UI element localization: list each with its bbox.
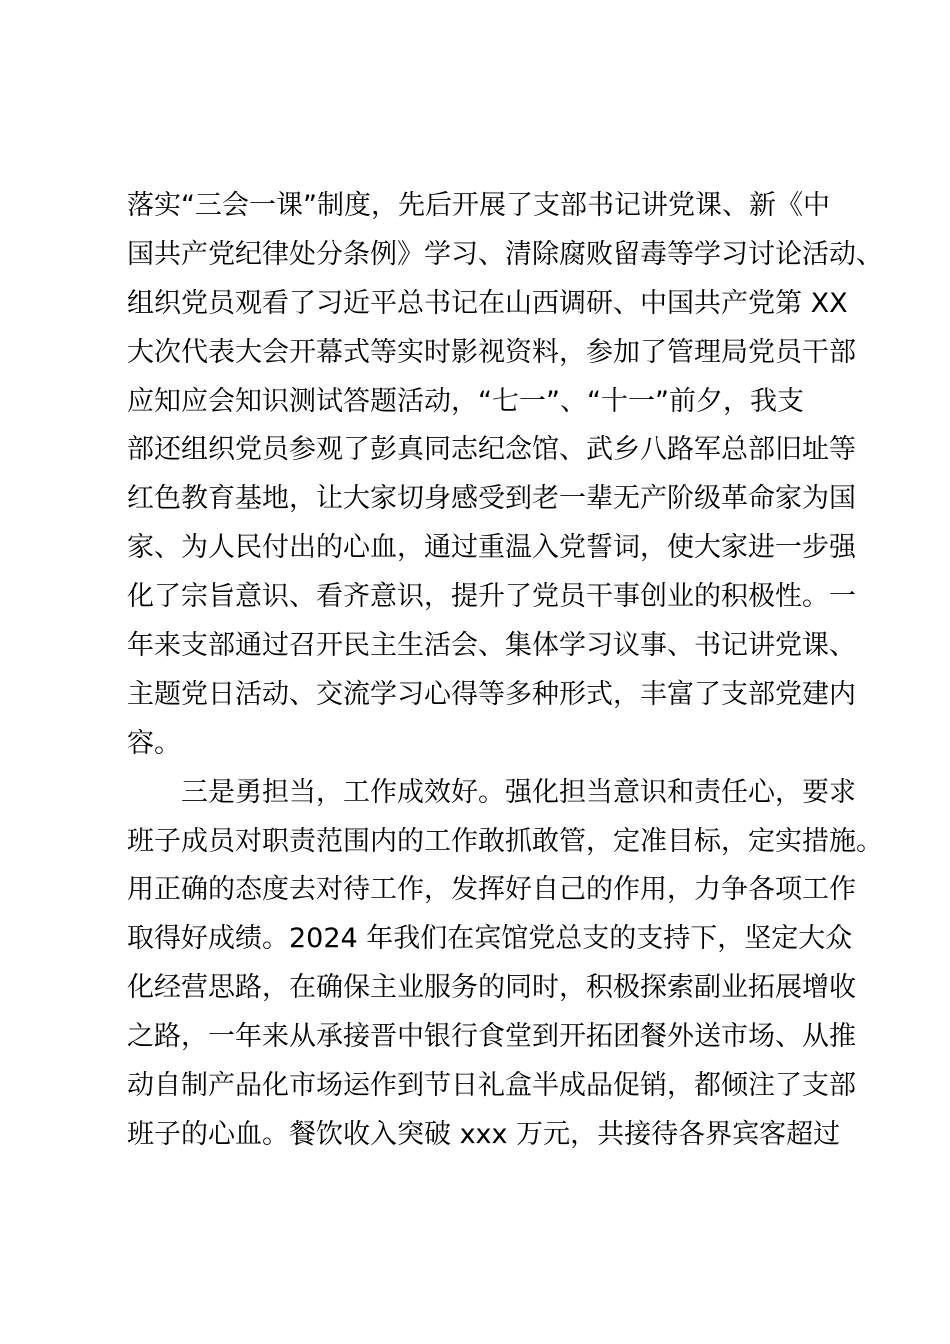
text-line: 班子的心血。餐饮收入突破 xxx 万元，共接待各界宾客超过 bbox=[127, 1118, 841, 1150]
body-text bbox=[127, 182, 883, 1160]
text-line: 部还组织党员参观了彭真同志纪念馆、武乡八路军总部旧址等 bbox=[127, 434, 856, 466]
text-line: 红色教育基地，让大家切身感受到老一辈无产阶级革命家为国 bbox=[127, 483, 856, 515]
text-line: 之路，一年来从承接晋中银行食堂到开拓团餐外送市场、从推 bbox=[127, 1021, 856, 1053]
text-line: 取得好成绩。2024 年我们在宾馆党总支的支持下，坚定大众 bbox=[127, 923, 853, 955]
text-line: 落实“三会一课”制度，先后开展了支部书记讲党课、新《中 bbox=[127, 190, 830, 221]
paragraph-start-line: 三是勇担当，工作成效好。强化担当意识和责任心，要求 bbox=[181, 776, 856, 808]
text-line: 年来支部通过召开民主生活会、集体学习议事、书记讲党课、 bbox=[127, 630, 856, 662]
text-line: 家、为人民付出的心血，通过重温入党誓词，使大家进一步强 bbox=[127, 532, 856, 564]
text-line: 容。 bbox=[127, 727, 181, 759]
text-line: 用正确的态度去对待工作，发挥好自己的作用，力争各项工作 bbox=[127, 874, 856, 906]
text-line: 应知应会知识测试答题活动，“七一”、“十一”前夕，我支 bbox=[127, 385, 804, 417]
text-line: 国共产党纪律处分条例》学习、清除腐败留毒等学习讨论活动、 bbox=[127, 238, 883, 270]
text-line: 大次代表大会开幕式等实时影视资料，参加了管理局党员干部 bbox=[127, 336, 856, 368]
text-line: 化经营思路，在确保主业服务的同时，积极探索副业拓展增收 bbox=[127, 972, 856, 1004]
text-line: 动自制产品化市场运作到节日礼盒半成品促销，都倾注了支部 bbox=[127, 1070, 856, 1102]
text-line: 班子成员对职责范围内的工作敢抓敢管，定准目标，定实措施。 bbox=[127, 825, 883, 857]
text-line: 组织党员观看了习近平总书记在山西调研、中国共产党第 XX bbox=[127, 287, 848, 319]
text-line: 化了宗旨意识、看齐意识，提升了党员干事创业的积极性。一 bbox=[127, 581, 856, 613]
text-line: 主题党日活动、交流学习心得等多种形式，丰富了支部党建内 bbox=[127, 678, 856, 710]
